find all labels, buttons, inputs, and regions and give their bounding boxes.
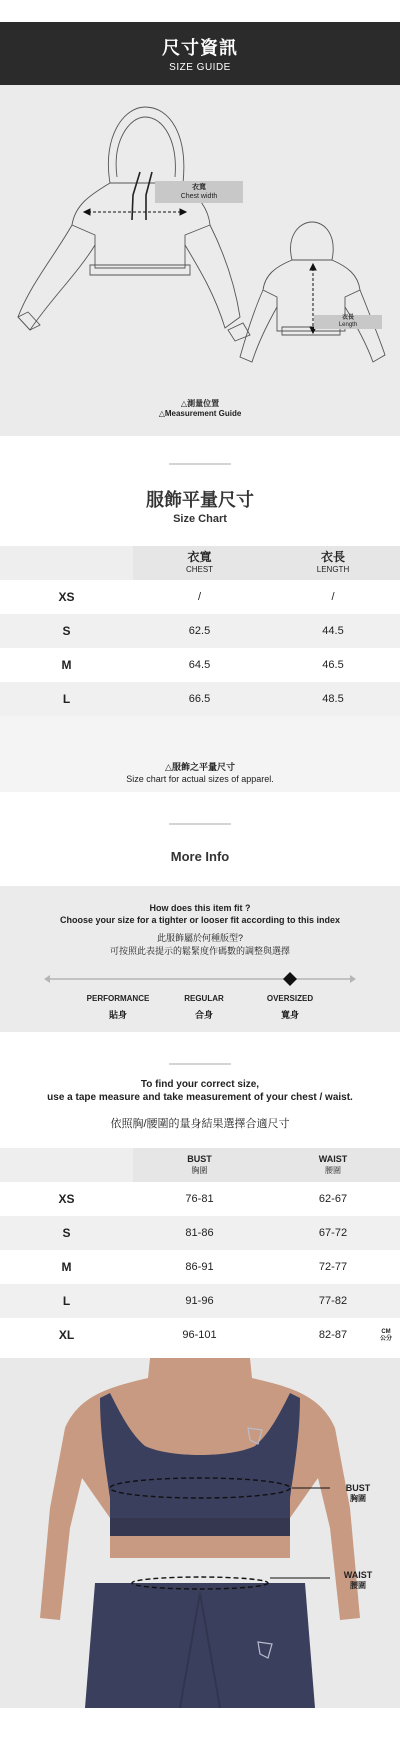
body-chart-intro-1: To find your correct size, xyxy=(140,1079,260,1090)
size-guide-header xyxy=(0,22,400,85)
chest-label-en: Chest width xyxy=(180,193,218,200)
fit-instruction-zh: 可按照此表提示的鬆緊度作碼數的調整與選擇 xyxy=(109,946,290,956)
waist-cell: 77-82 xyxy=(318,1295,348,1307)
header-length-zh: 衣長 xyxy=(320,550,345,564)
table-row xyxy=(0,614,400,648)
table-row xyxy=(0,1318,400,1352)
hoodie-diagram xyxy=(0,85,400,436)
size-cell: S xyxy=(62,1226,71,1240)
unit-label xyxy=(380,1329,392,1343)
bra-band-shape xyxy=(110,1518,290,1536)
header-bust-zh: 胸圍 xyxy=(191,1166,208,1175)
size-cell: M xyxy=(61,1260,72,1274)
bust-cell: 81-86 xyxy=(185,1227,214,1239)
table-header-row xyxy=(0,1148,400,1182)
body-chart-intro-zh: 依照胸/腰圍的量身結果選擇合適尺寸 xyxy=(110,1118,290,1130)
header-waist-zh: 腰圍 xyxy=(325,1166,341,1175)
unit-en: CM xyxy=(381,1329,391,1335)
header-title-en: SIZE GUIDE xyxy=(169,62,231,73)
bust-cell: 86-91 xyxy=(185,1261,214,1273)
size-cell: XS xyxy=(58,1192,75,1206)
size-cell: M xyxy=(61,658,72,672)
waist-label-en: WAIST xyxy=(343,1570,373,1580)
table-header-empty xyxy=(0,546,133,580)
header-length-en: LENGTH xyxy=(316,565,350,574)
header-chest-en: CHEST xyxy=(185,565,214,574)
fit-question-zh: 此服飾屬於何種版型? xyxy=(156,933,243,943)
fit-option-zh: 寬身 xyxy=(280,1010,299,1020)
table-row xyxy=(0,648,400,682)
fit-option-zh: 貼身 xyxy=(108,1010,127,1020)
waist-cell: 67-72 xyxy=(318,1227,348,1239)
size-chart-note-zh: △服飾之平量尺寸 xyxy=(165,762,235,772)
fit-option-oversized xyxy=(245,994,335,1021)
bust-cell: 96-101 xyxy=(182,1329,217,1341)
section-divider xyxy=(169,1063,231,1065)
size-cell: XL xyxy=(58,1328,75,1342)
header-waist-en: WAIST xyxy=(318,1154,348,1164)
waist-cell: 72-77 xyxy=(318,1261,348,1273)
size-chart-note-en: Size chart for actual sizes of apparel. xyxy=(126,774,274,784)
size-cell: L xyxy=(62,1294,71,1308)
fit-scale-end-marker xyxy=(350,975,356,983)
body-chart-intro-2: use a tape measure and take measurement of your chest / waist. xyxy=(47,1092,353,1103)
length-cell: 46.5 xyxy=(322,659,344,671)
fit-option-regular xyxy=(159,994,249,1021)
table-row xyxy=(0,1216,400,1250)
table-header-bust xyxy=(133,1148,266,1182)
bust-label-zh: 胸圍 xyxy=(350,1494,366,1503)
fit-option-zh: 合身 xyxy=(194,1010,213,1020)
section-divider xyxy=(169,823,231,825)
chest-cell: 66.5 xyxy=(188,693,211,705)
table-row xyxy=(0,1182,400,1216)
bust-label xyxy=(333,1483,383,1504)
fit-option-en: OVERSIZED xyxy=(266,994,314,1003)
more-info-title: More Info xyxy=(170,849,230,864)
unit-zh: 公分 xyxy=(379,1336,392,1342)
table-row xyxy=(0,580,400,614)
table-row xyxy=(0,1250,400,1284)
chest-cell: 62.5 xyxy=(188,625,211,637)
length-label xyxy=(314,315,382,329)
length-label-en: Length xyxy=(338,322,358,328)
table-header-empty xyxy=(0,1148,133,1182)
size-cell: XS xyxy=(58,590,75,604)
length-cell: / xyxy=(331,591,335,603)
header-title-zh: 尺寸資訊 xyxy=(162,38,238,58)
size-cell: S xyxy=(62,624,71,638)
table-header-waist xyxy=(266,1148,400,1182)
size-chart-title-en: Size Chart xyxy=(173,513,227,525)
bust-cell: 91-96 xyxy=(185,1295,214,1307)
table-row xyxy=(0,1284,400,1318)
model-figure xyxy=(0,1358,400,1708)
leggings-shape xyxy=(85,1583,315,1708)
table-header-length xyxy=(266,546,400,580)
measurement-guide-zh: △測量位置 xyxy=(180,399,220,408)
measurement-guide-en: △Measurement Guide xyxy=(158,409,242,418)
fit-index-panel xyxy=(0,886,400,1032)
body-measure-table xyxy=(0,1148,400,1352)
waist-cell: 62-67 xyxy=(318,1193,348,1205)
chest-label-zh: 衣寬 xyxy=(192,184,206,191)
waist-label xyxy=(333,1570,383,1591)
section-divider xyxy=(169,463,231,465)
table-row xyxy=(0,682,400,716)
table-header-row xyxy=(0,546,400,580)
fit-option-performance xyxy=(73,994,163,1021)
header-bust-en: BUST xyxy=(187,1154,212,1164)
bust-label-en: BUST xyxy=(345,1483,371,1493)
waist-cell: 82-87 xyxy=(318,1329,348,1341)
fit-question-en: How does this item fit ? xyxy=(149,903,251,913)
model-photo xyxy=(0,1358,400,1708)
measurement-illustration xyxy=(0,85,400,436)
length-label-zh: 衣長 xyxy=(341,315,354,321)
fit-option-en: PERFORMANCE xyxy=(86,994,150,1003)
length-cell: 44.5 xyxy=(322,625,344,637)
header-chest-zh: 衣寬 xyxy=(187,550,212,564)
chest-cell: 64.5 xyxy=(188,659,211,671)
length-cell: 48.5 xyxy=(322,693,344,705)
fit-option-en: REGULAR xyxy=(184,994,224,1003)
bust-cell: 76-81 xyxy=(185,1193,214,1205)
chest-cell: / xyxy=(197,591,202,603)
chest-width-label xyxy=(155,183,243,201)
fit-instruction-en: Choose your size for a tighter or looser fit according to this index xyxy=(59,915,341,925)
fit-selected-marker xyxy=(283,972,297,986)
fit-scale-start-marker xyxy=(44,975,50,983)
size-cell: L xyxy=(62,692,71,706)
table-header-chest xyxy=(133,546,266,580)
size-chart-title-zh: 服飾平量尺寸 xyxy=(146,490,254,510)
waist-label-zh: 腰圍 xyxy=(350,1581,366,1590)
